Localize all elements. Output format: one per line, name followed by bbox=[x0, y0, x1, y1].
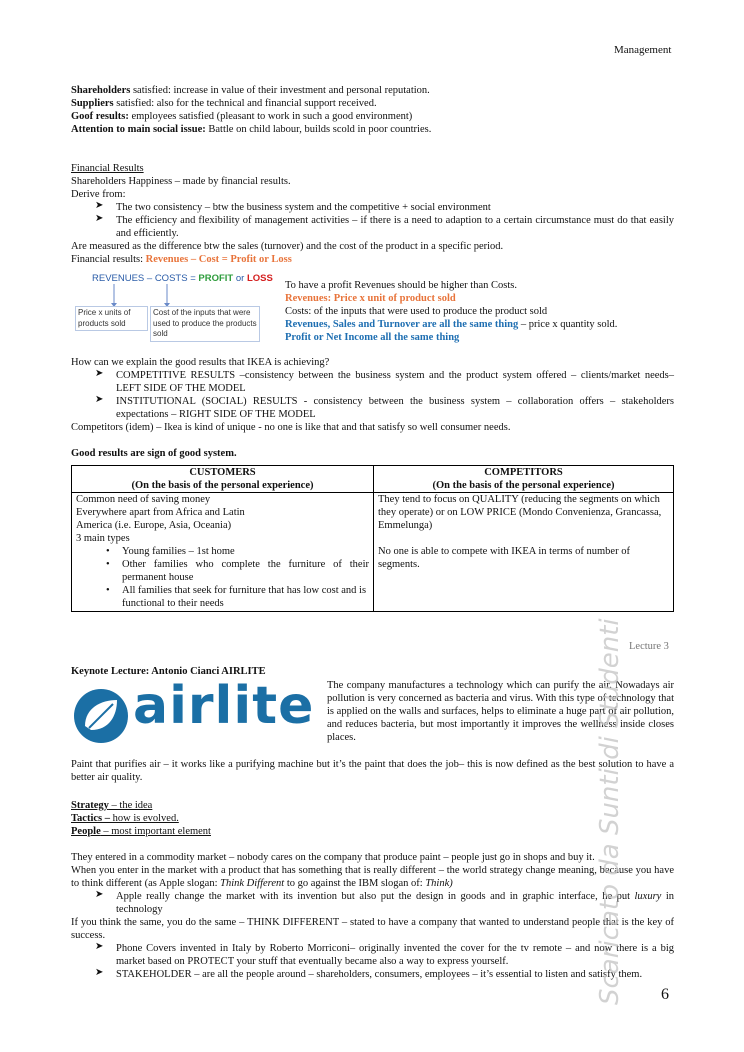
financial-line-4: Financial results: Revenues – Cost = Profit or Loss bbox=[71, 254, 292, 265]
page-header: Management bbox=[614, 44, 672, 56]
diagram-note-2: Revenues: Price x unit of product sold bbox=[285, 293, 456, 304]
diagram-note-5: Profit or Net Income all the same thing bbox=[285, 332, 460, 343]
financial-line-1: Shareholders Happiness – made by financial results. bbox=[71, 176, 291, 187]
stakeholder-bullet: STAKEHOLDER – are all the people around – shareholders, consumers, employees – it’s essential to listen and satisfy them. bbox=[116, 969, 643, 980]
diagram-note-1: To have a profit Revenues should be higher than Costs. bbox=[285, 280, 517, 291]
costs-box: Cost of the inputs that were used to produce the products sold bbox=[150, 306, 260, 342]
watermark-text: Scaricato da Sunti di Studenti bbox=[595, 618, 625, 1005]
list-item: • Young families – 1st home bbox=[106, 546, 235, 557]
list-item: • Other families who complete the furniture of their permanent house bbox=[106, 559, 369, 583]
arrow-bullet-icon: ➤ bbox=[95, 967, 104, 978]
intro-line-1: Shareholders satisfied: increase in value of their investment and personal reputation. bbox=[71, 85, 430, 96]
customers-competitors-table bbox=[71, 465, 674, 612]
competitors-paragraph: They tend to focus on QUALITY (reducing the segments on which they operate) or on LOW PRICE (Mondo Convenienza, Grancassa, Emmelunga) bbox=[378, 494, 662, 531]
profit-formula: REVENUES – COSTS = PROFIT or LOSS bbox=[92, 273, 273, 284]
financial-line-3: Are measured as the difference btw the sales (turnover) and the cost of the product in a specific period. bbox=[71, 241, 504, 252]
arrow-bullet-icon: ➤ bbox=[95, 889, 104, 900]
page-number: 6 bbox=[661, 986, 669, 1003]
arrow-bullet-icon: ➤ bbox=[95, 200, 104, 211]
commodity-line-1: They entered in a commodity market – nobody cares on the company that produce paint – people just go in shops and buy it. bbox=[71, 852, 595, 863]
customers-line: America (i.e. Europe, Asia, Oceania) bbox=[76, 520, 232, 531]
financial-bullet-2: The efficiency and flexibility of management activities – if there is a need to adaption to a certain circumstance must do that easily and efficiently. bbox=[116, 215, 674, 239]
competitors-paragraph: No one is able to compete with IKEA in terms of number of segments. bbox=[378, 546, 630, 570]
table-row bbox=[72, 493, 674, 612]
leaf-icon bbox=[71, 686, 131, 746]
customers-line: 3 main types bbox=[76, 533, 130, 544]
strategy-line: Strategy – the idea bbox=[71, 800, 153, 811]
airlite-wordmark: airlite bbox=[133, 676, 315, 736]
intro-line-2: Suppliers satisfied: also for the technical and financial support received. bbox=[71, 98, 377, 109]
people-line: People – most important element bbox=[71, 826, 211, 837]
good-results-line: Good results are sign of good system. bbox=[71, 448, 237, 459]
financial-bullet-1: The two consistency – btw the business system and the competitive + social environment bbox=[116, 202, 491, 213]
ikea-bullet-1: COMPETITIVE RESULTS –consistency between the business system and the product system offered – clients/market needs– LEFT SIDE OF THE MODEL bbox=[116, 370, 674, 394]
customers-header: CUSTOMERS (On the basis of the personal experience) bbox=[72, 466, 374, 493]
customers-line: Common need of saving money bbox=[76, 494, 211, 505]
keynote-title: Keynote Lecture: Antonio Cianci AIRLITE bbox=[71, 666, 266, 677]
ikea-question: How can we explain the good results that IKEA is achieving? bbox=[71, 357, 330, 368]
competitors-header: COMPETITORS (On the basis of the personal experience) bbox=[374, 466, 674, 493]
diagram-note-3: Costs: of the inputs that were used to produce the product sold bbox=[285, 306, 548, 317]
intro-line-4: Attention to main social issue: Battle on child labour, builds scold in poor countries. bbox=[71, 124, 432, 135]
think-different-paragraph: If you think the same, you do the same – THINK DIFFERENT – stated to have a company that wanted to understand people that is the key of success. bbox=[71, 917, 674, 941]
table-header-row bbox=[72, 466, 674, 493]
financial-line-2: Derive from: bbox=[71, 189, 126, 200]
financial-heading: Financial Results bbox=[71, 163, 144, 174]
revenues-box: Price x units of products sold bbox=[75, 306, 148, 331]
paint-paragraph: Paint that purifies air – it works like a purifying machine but it’s the paint that does the job– this is now defined as the best solution to have a better air quality. bbox=[71, 759, 674, 783]
arrow-bullet-icon: ➤ bbox=[95, 941, 104, 952]
arrow-bullet-icon: ➤ bbox=[95, 213, 104, 224]
ikea-bullet-2: INSTITUTIONAL (SOCIAL) RESULTS - consistency between the business system – collaboration offers – stakeholders expectations – RIGHT SIDE OF THE MODEL bbox=[116, 396, 674, 420]
phone-covers-bullet: Phone Covers invented in Italy by Roberto Morriconi– originally invented the cover for the tv remote – and now there is a big market based on PROTECT your stuff that eventually became also a way to express yourself. bbox=[116, 943, 674, 967]
airlite-logo bbox=[71, 676, 316, 744]
apple-bullet: Apple really change the market with its invention but also put the design in goods and in graphic interface, he put luxury in technology bbox=[116, 891, 674, 915]
diagram-note-4: Revenues, Sales and Turnover are all the same thing – price x quantity sold. bbox=[285, 319, 618, 330]
commodity-line-2: When you enter in the market with a product that has something that is really different – the world strategy change meaning, because you have to think different (as Apple slogan: Think Different to go against the IBM slogan of: Think) bbox=[71, 865, 674, 889]
customers-line: Everywhere apart from Africa and Latin bbox=[76, 507, 245, 518]
tactics-line: Tactics – how is evolved. bbox=[71, 813, 179, 824]
arrow-bullet-icon: ➤ bbox=[95, 368, 104, 379]
list-item: • All families that seek for furniture that has low cost and is functional to their needs bbox=[106, 585, 367, 609]
airlite-description: The company manufactures a technology which can purify the air. Nowadays air pollution is very concerned as bacteria and virus. With this type of technology that is applied on the walls and surfaces, helps to eliminate a huge part of air pollution, and reduces bacteria, but most importantly it improves the wellness inside closes places. bbox=[327, 680, 674, 743]
customers-cell bbox=[72, 493, 374, 612]
lecture-label: Lecture 3 bbox=[629, 641, 669, 652]
formula-connector-lines bbox=[70, 284, 270, 308]
arrow-bullet-icon: ➤ bbox=[95, 394, 104, 405]
competitors-line: Competitors (idem) – Ikea is kind of unique - no one is like that and that satisfy so well consumer needs. bbox=[71, 422, 511, 433]
intro-line-3: Goof results: employees satisfied (pleasant to work in such a good environment) bbox=[71, 111, 413, 122]
